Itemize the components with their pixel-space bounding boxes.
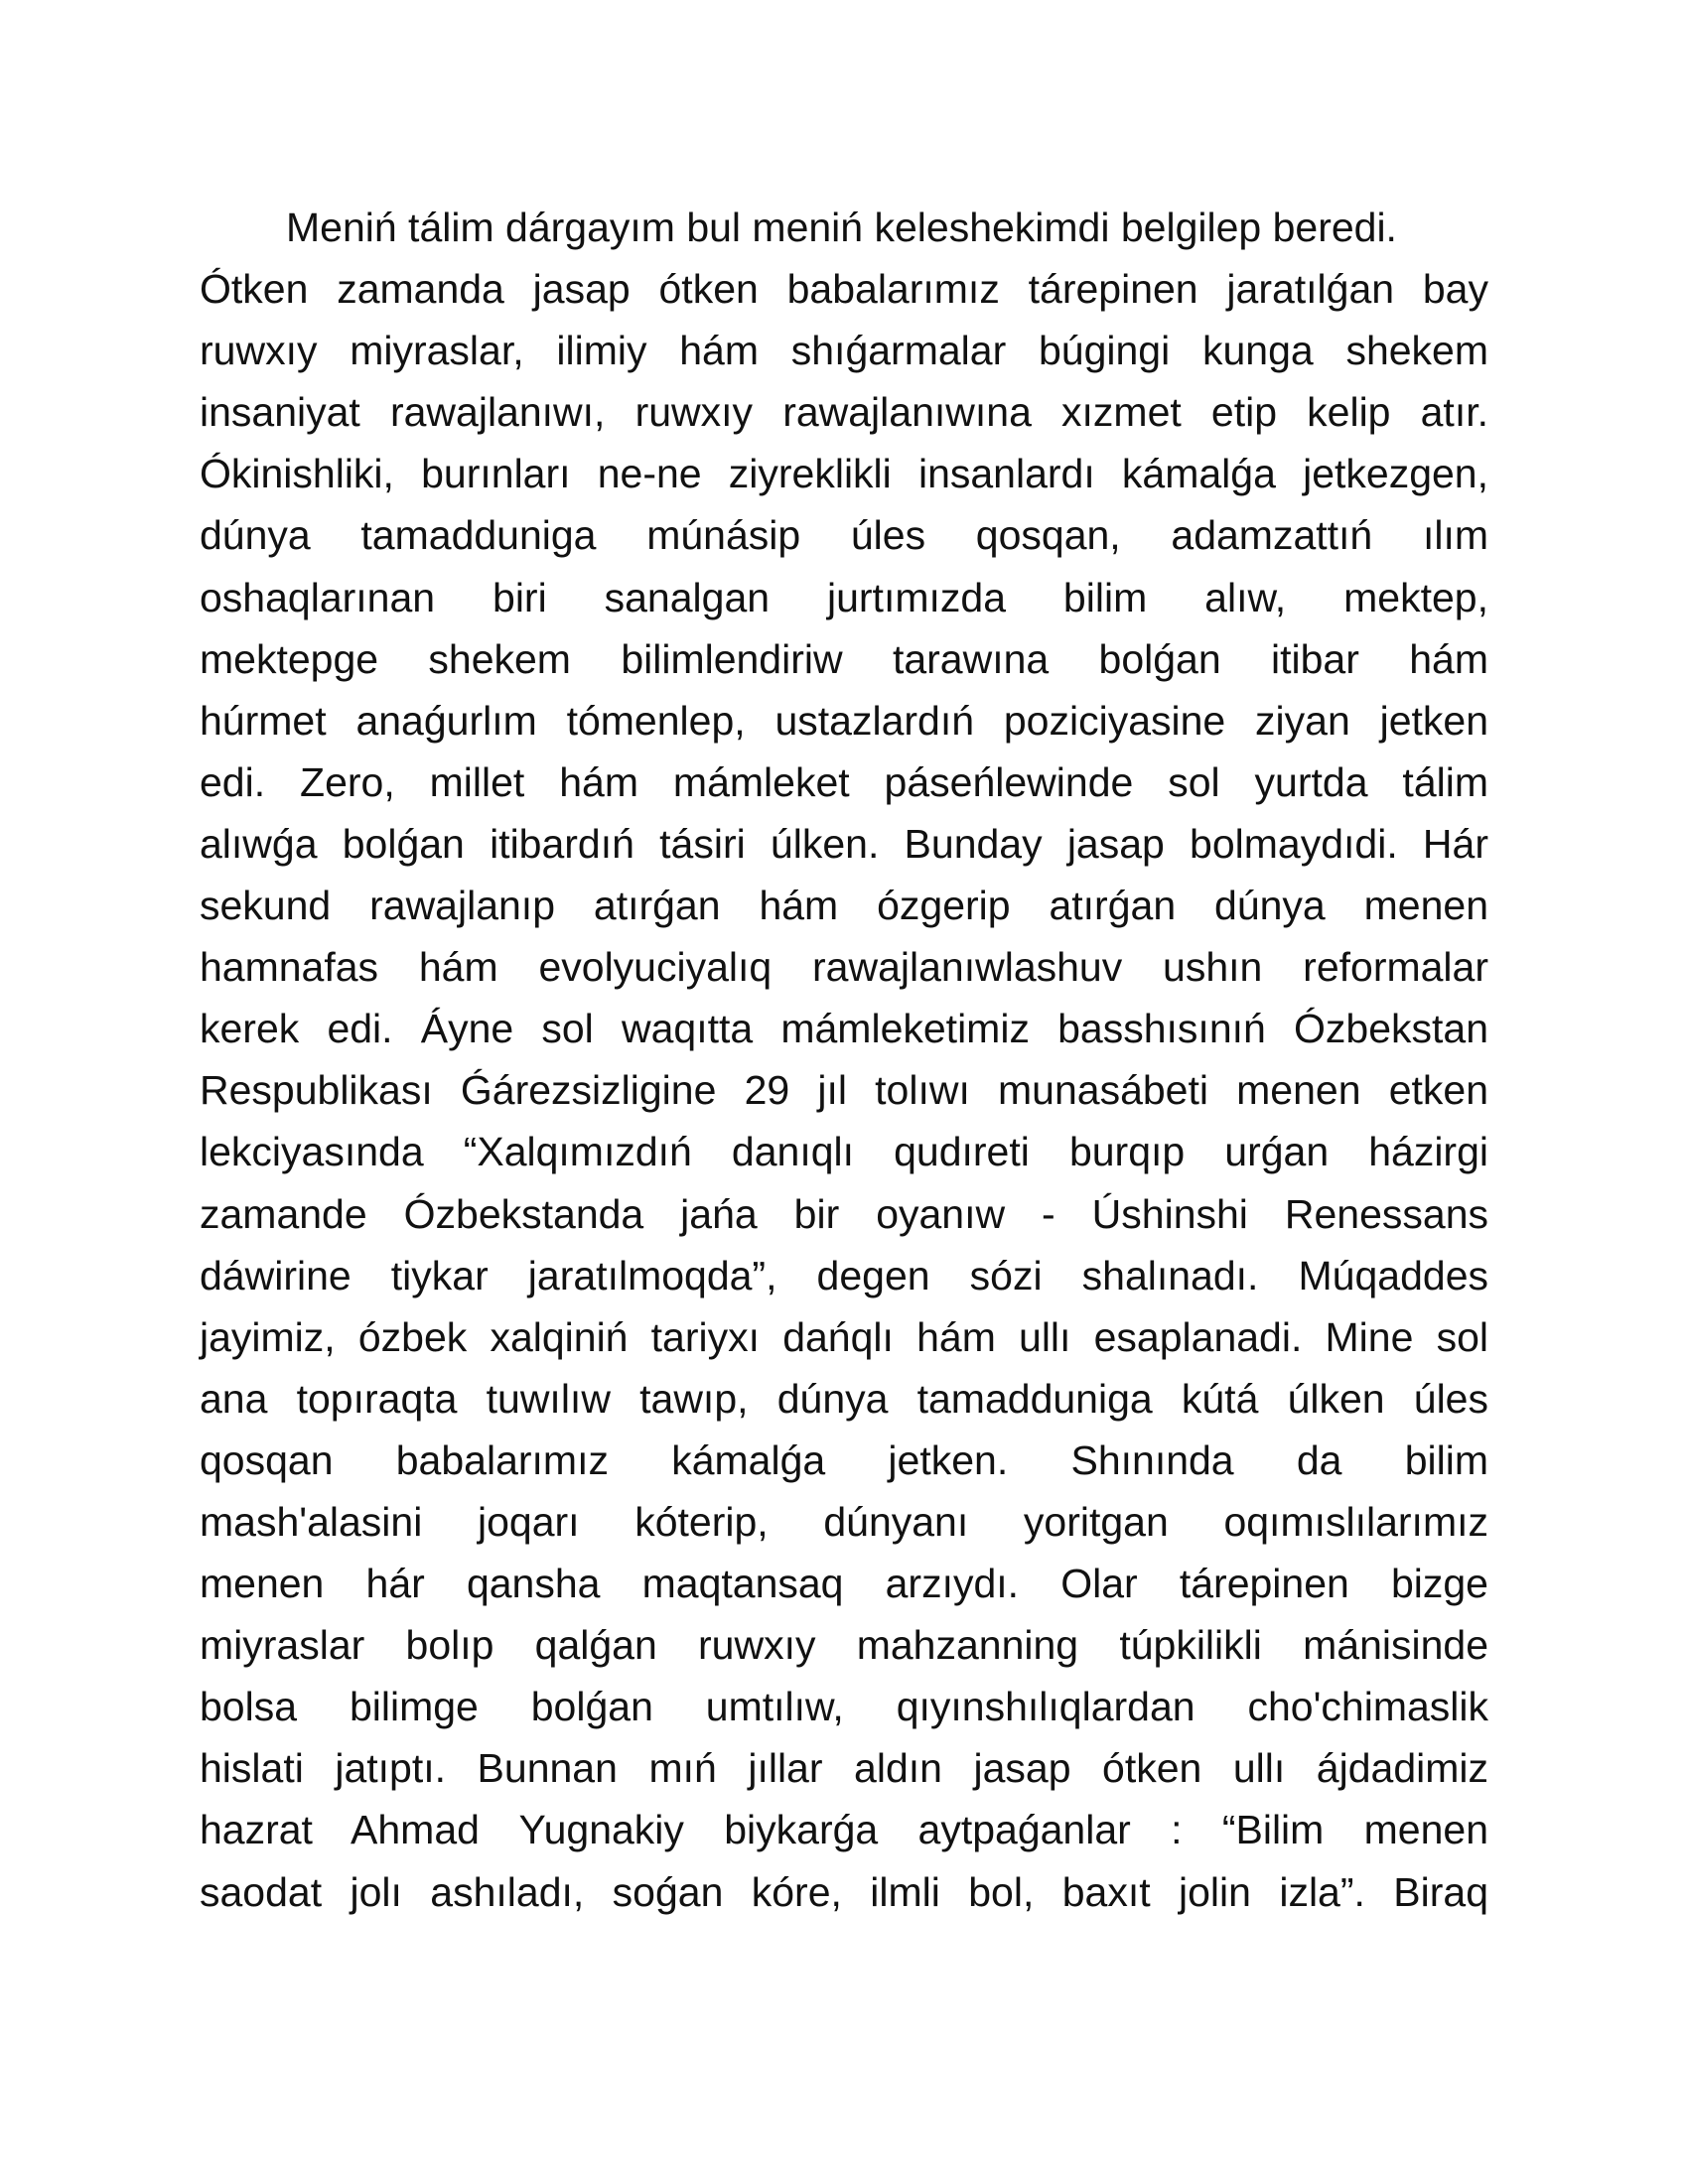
text-line: zamande Ózbekstanda jańa bir oyanıw - Úshinshi Renessans — [200, 1190, 1488, 1237]
text-line: húrmet anaǵurlım tómenlep, ustazlardıń poziciyasine ziyan jetken — [200, 697, 1488, 744]
text-line: dáwirine tiykar jaratılmoqda”, degen sózi shalınadı. Múqaddes — [200, 1252, 1488, 1298]
text-line: edi. Zero, millet hám mámleket páseńlewinde sol yurtda tálim — [200, 758, 1488, 805]
text-line: miyraslar bolıp qalǵan ruwxıy mahzanning túpkilikli mánisinde — [200, 1622, 1488, 1669]
text-line: hazrat Ahmad Yugnakiy biykarǵa aytpaǵanlar : “Bilim menen — [200, 1807, 1488, 1853]
text-line: saodat jolı ashıladı, soǵan kóre, ilmli bol, baxıt jolin izla”. Biraq — [200, 1868, 1488, 1915]
text-line: lekciyasında “Xalqımızdıń danıqlı qudıreti burqıp urǵan házirgi — [200, 1129, 1488, 1175]
text-line: Ótken zamanda jasap ótken babalarımız tárepinen jaratılǵan bay — [200, 266, 1488, 313]
text-line: qosqan babalarımız kámalǵa jetken. Shınında da bilim — [200, 1436, 1488, 1483]
text-line: ana topıraqta tuwılıw tawıp, dúnya tamadduniga kútá úlken úles — [200, 1375, 1488, 1422]
text-line: Respublikası Ǵárezsizligine 29 jıl tolıwı munasábeti menen etken — [200, 1067, 1488, 1114]
text-line: hamnafas hám evolyuciyalıq rawajlanıwlashuv ushın reformalar — [200, 944, 1488, 991]
text-line: mash'alasini joqarı kóterip, dúnyanı yoritgan oqımıslılarımız — [200, 1498, 1488, 1545]
text-line: alıwǵa bolǵan itibardıń tásiri úlken. Bunday jasap bolmaydıdi. Hár — [200, 820, 1488, 867]
text-line: menen hár qansha maqtansaq arzıydı. Olar tárepinen bizge — [200, 1561, 1488, 1607]
text-line: kerek edi. Áyne sol waqıtta mámleketimiz basshısınıń Ózbekstan — [200, 1006, 1488, 1052]
text-line: hislati jatıptı. Bunnan mıń jıllar aldın jasap ótken ullı ájdadimiz — [200, 1745, 1488, 1792]
text-line: ruwxıy miyraslar, ilimiy hám shıǵarmalar búgingi kunga shekem — [200, 328, 1488, 374]
text-line: oshaqlarınan biri sanalgan jurtımızda bilim alıw, mektep, — [200, 574, 1488, 620]
text-line: insaniyat rawajlanıwı, ruwxıy rawajlanıwına xızmet etip kelip atır. — [200, 389, 1488, 436]
text-line: Ókinishliki, burınları ne-ne ziyreklikli insanlardı kámalǵa jetkezgen, — [200, 451, 1488, 497]
text-line: mektepge shekem bilimlendiriw tarawına bolǵan itibar hám — [200, 635, 1488, 682]
text-line: dúnya tamadduniga múnásip úles qosqan, adamzattıń ılım — [200, 512, 1488, 559]
text-line: Meniń tálim dárgayım bul meniń keleshekimdi belgilep beredi. — [286, 205, 1397, 250]
body-paragraph — [200, 197, 1488, 1923]
text-line: sekund rawajlanıp atırǵan hám ózgerip atırǵan dúnya menen — [200, 883, 1488, 929]
text-line: bolsa bilimge bolǵan umtılıw, qıyınshılıqlardan cho'chimaslik — [200, 1684, 1488, 1730]
text-line: jayimiz, ózbek xalqiniń tariyxı dańqlı hám ullı esaplanadi. Mine sol — [200, 1313, 1488, 1360]
